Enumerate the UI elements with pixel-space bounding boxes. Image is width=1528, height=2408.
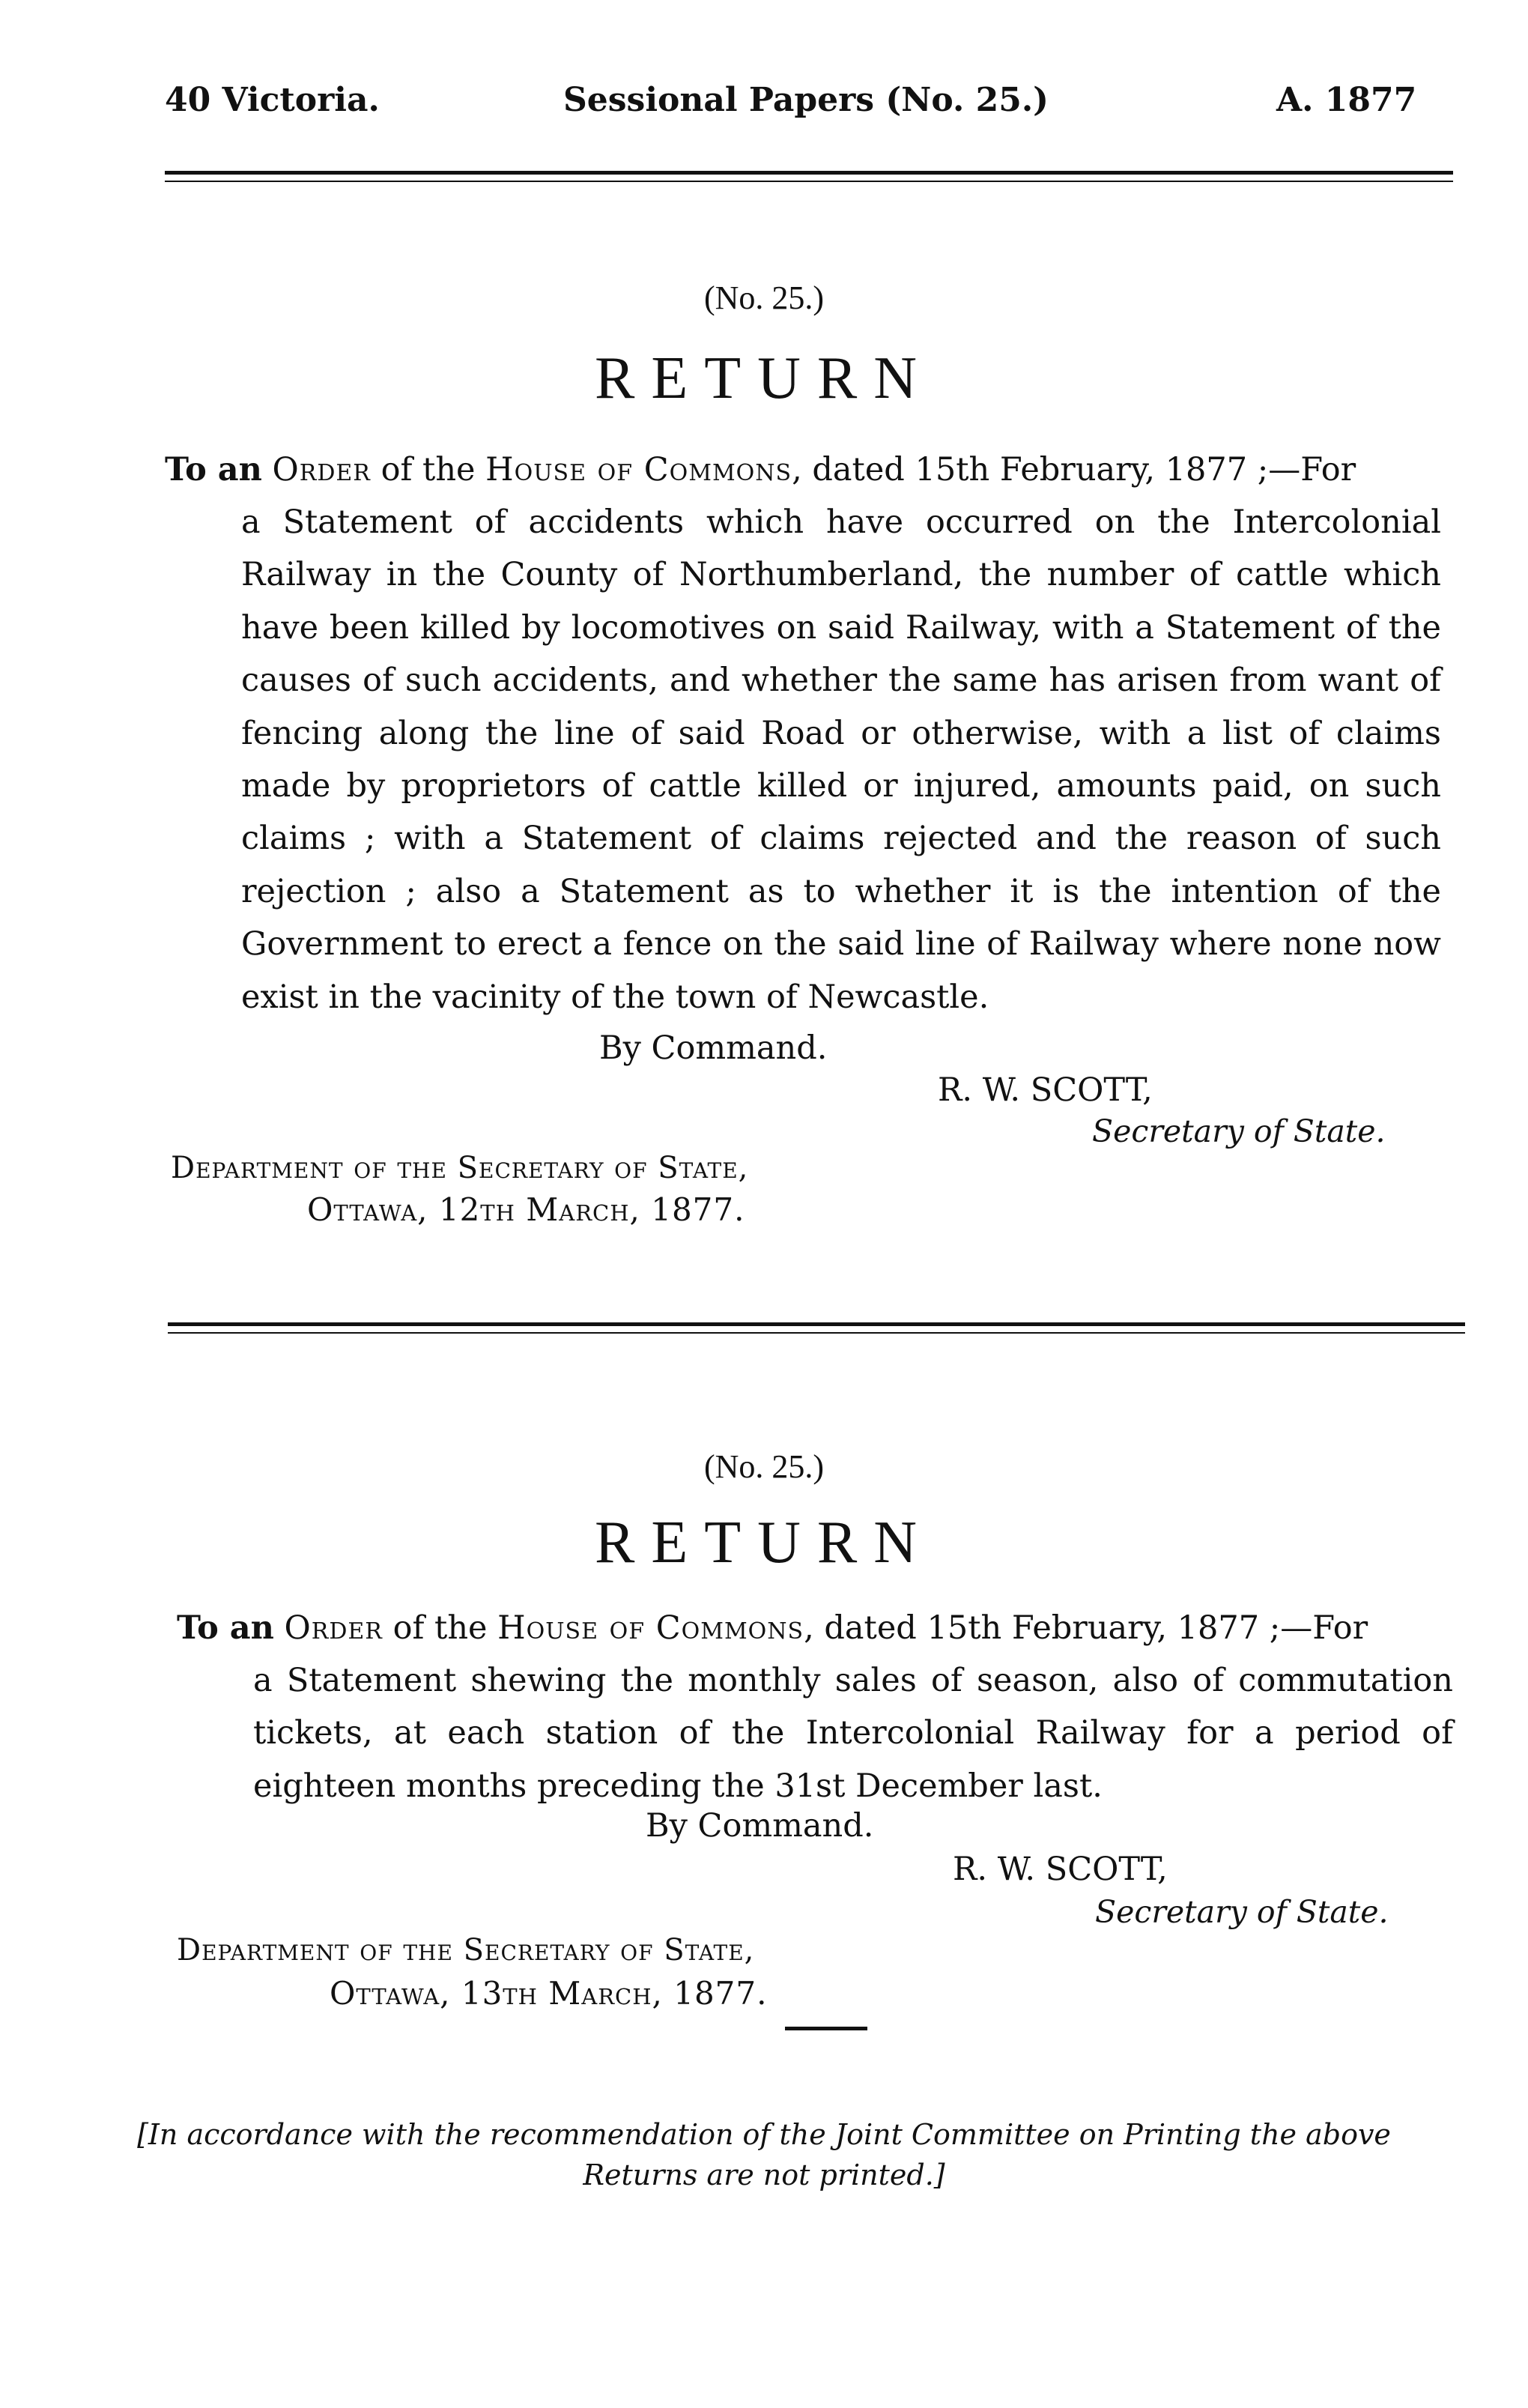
intro-dated: , dated 15th February, 1877 ;—For [792, 451, 1356, 488]
intro-dated: , dated 15th February, 1877 ;—For [804, 1609, 1368, 1647]
return-number: (No. 25.) [703, 279, 825, 316]
department-name: Department of the Secretary of State, [177, 1933, 755, 1967]
return-title: RETURN [595, 1510, 933, 1576]
order-label: Order [272, 451, 371, 488]
return-intro [177, 1602, 1368, 1654]
signer-name: R. W. SCOTT, [938, 1071, 1153, 1109]
header-volume: 40 Victoria. [165, 81, 380, 119]
house-label: House of Commons [497, 1609, 804, 1647]
header-paper-title: Sessional Papers (No. 25.) [563, 81, 1049, 119]
department-date [307, 1191, 745, 1228]
by-command: By Command. [599, 1029, 828, 1067]
order-label: Order [284, 1609, 383, 1647]
by-command: By Command. [646, 1807, 874, 1845]
footnote-line-2: Returns are not printed.] [583, 2159, 945, 2191]
signer-role: Secretary of State. [1092, 1113, 1386, 1149]
return-intro [165, 444, 1356, 496]
department-date [330, 1975, 767, 2012]
closing-short-rule [785, 2027, 867, 2030]
return-body: a Statement shewing the monthly sales of season, also of commutation tickets, at each station of the Intercolonial Railway for a period of eighteen months preceding the 31st December last. [253, 1662, 1453, 1805]
house-label: House of Commons [485, 451, 792, 488]
return-body: a Statement of accidents which have occurred on the Intercolonial Railway in the County of Northumberland, the number of cattle which have been killed by locomotives on said Railway, with a Statement of the causes of such accidents, and whether the same has arisen from want of fencing along the line of said Road or otherwise, with a list of claims made by proprietors of cattle killed or injured, amounts paid, on such claims ; with a Statement of claims rejected and the reason of such rejection ; also a Statement as to whether it is the intention of the Government to erect a fence on the said line of Railway where none now exist in the vacinity of the town of Newcastle. [241, 503, 1441, 1016]
date-line: Ottawa, 13th March, 1877. [330, 1975, 768, 2012]
date-line: Ottawa, 12th March, 1877. [307, 1191, 745, 1228]
return-title: RETURN [595, 345, 933, 411]
department-name: Department of the Secretary of State, [171, 1151, 749, 1185]
footnote-line-1: [In accordance with the recommendation of the Joint Committee on Printing the above [137, 2118, 1391, 2151]
intro-prefix: To an [177, 1609, 274, 1647]
header-double-rule [165, 171, 1453, 182]
section-double-rule [168, 1322, 1465, 1334]
intro-of-the: of the [381, 451, 476, 488]
intro-of-the: of the [392, 1609, 488, 1647]
signer-name: R. W. SCOTT, [953, 1851, 1168, 1888]
header-year: A. 1877 [1276, 81, 1417, 119]
return-number: (No. 25.) [703, 1448, 825, 1485]
signer-role: Secretary of State. [1095, 1894, 1389, 1930]
intro-prefix: To an [165, 451, 262, 488]
